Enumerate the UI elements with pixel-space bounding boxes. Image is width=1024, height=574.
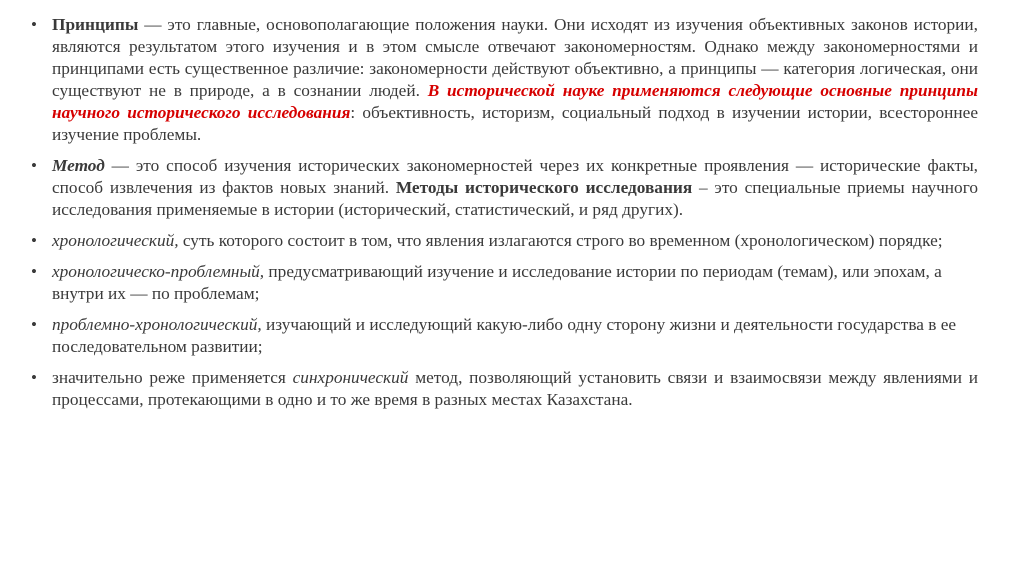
term-synchronic: синхронический <box>292 368 409 387</box>
problem-chrono-text: изучающий и исследующий какую-либо одну сторону жизни и деятельности государства в ее последовательном развитии; <box>52 315 957 356</box>
term-chronological: хронологический, <box>52 231 179 250</box>
bullet-problem-chrono <box>28 314 978 358</box>
principles-list: : объективность, историзм, социальный подход в изучении истории, всестороннее изучение проблемы. <box>52 103 978 144</box>
synchronic-intro: значительно реже применяется <box>52 368 293 387</box>
research-methods-text: – это специальные приемы научного исследования применяемые в истории (исторический, статистический, и ряд других). <box>52 178 978 219</box>
bullet-principles <box>28 14 978 146</box>
synchronic-text: метод, позволяющий установить связи и взаимосвязи между явлениями и процессами, протекающими в одно и то же время в разных местах Казахстана. <box>52 368 978 409</box>
bullet-chrono-problem <box>28 261 978 305</box>
term-method: Метод <box>52 156 105 175</box>
principles-highlight: В исторической науке применяются следующие основные принципы научного исторического исследования <box>52 81 978 122</box>
bullet-marker: • <box>31 156 37 175</box>
bullet-marker: • <box>31 262 37 281</box>
term-research-methods: Методы исторического исследования <box>395 178 693 197</box>
term-problem-chrono: проблемно-хронологический, <box>52 315 262 334</box>
chronological-text: суть которого состоит в том, что явления излагаются строго во временном (хронологическом) порядке; <box>178 231 943 250</box>
bullet-marker: • <box>31 315 37 334</box>
chrono-problem-text: предусматривающий изучение и исследование истории по периодам (темам), или эпохам, а внутри их — по проблемам; <box>52 262 942 303</box>
bullet-synchronic <box>28 367 978 411</box>
bullet-chronological <box>28 230 978 252</box>
term-chrono-problem: хронологическо-проблемный, <box>52 262 265 281</box>
bullet-method <box>28 155 978 221</box>
bullet-marker: • <box>31 15 37 34</box>
principles-text: — это главные, основополагающие положения науки. Они исходят из изучения объективных законов истории, являются результатом этого изучения и в этом смысле отвечают закономерностям. Однако между закономерностями и принципами есть существенное различие: закономерности действуют объективно, а принципы — категория логическая, они существуют не в природе, а в сознании людей. <box>52 15 978 100</box>
term-principles: Принципы <box>52 15 139 34</box>
method-text: — это способ изучения исторических закономерностей через их конкретные проявления — исторические факты, способ извлечения из фактов новых знаний. <box>52 156 978 197</box>
bullet-marker: • <box>31 231 37 250</box>
bullet-marker: • <box>31 368 37 387</box>
bullet-list <box>28 14 978 420</box>
